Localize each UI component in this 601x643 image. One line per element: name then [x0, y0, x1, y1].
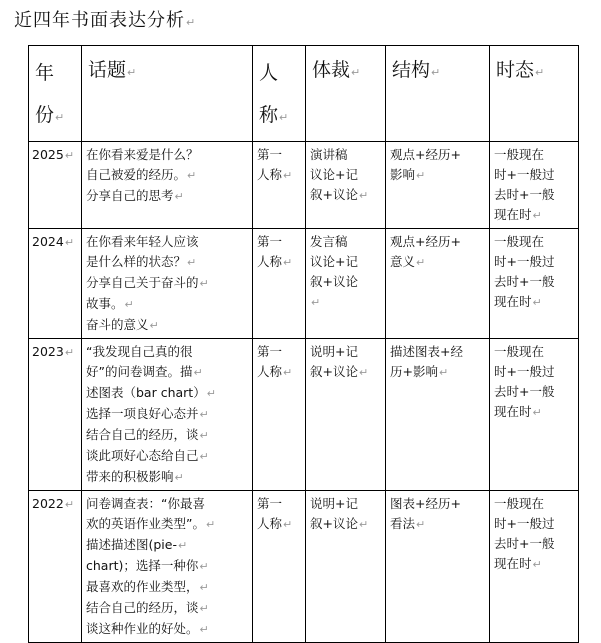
paragraph-mark: ↵: [532, 209, 542, 222]
paragraph-mark: ↵: [187, 256, 197, 269]
paragraph-mark: ↵: [416, 169, 426, 182]
cell-line: 第一: [257, 344, 283, 359]
cell-line: 观点+经历+: [390, 147, 461, 162]
table-row: [29, 339, 579, 491]
cell-line: 说明+记: [310, 496, 358, 511]
cell-line: 去时+一般: [494, 187, 555, 202]
table-row: [29, 142, 579, 229]
paragraph-mark: ↵: [532, 558, 542, 571]
cell-line: 一般现在: [494, 344, 545, 359]
cell-line: 叙+议论↵: [310, 516, 369, 531]
paragraph-mark: ↵: [199, 408, 209, 421]
cell-line: 意义↵: [390, 254, 426, 269]
cell-line: 去时+一般: [494, 274, 555, 289]
cell-line: 人称↵: [257, 167, 293, 182]
paragraph-mark: ↵: [279, 111, 289, 124]
person-cell: [253, 339, 306, 491]
cell-line: 现在时↵: [494, 294, 542, 309]
cell-line: 结合自己的经历，谈↵: [86, 427, 209, 442]
paragraph-mark: ↵: [64, 149, 75, 162]
cell-line: 时+一般过: [494, 516, 555, 531]
cell-line: 一般现在: [494, 147, 545, 162]
cell-line: 议论+记: [310, 167, 358, 182]
header-person: 人 称↵: [253, 46, 306, 142]
cell-line: 观点+经历+: [390, 234, 461, 249]
cell-line: 第一: [257, 147, 283, 162]
cell-line: 发言稿: [310, 234, 348, 249]
paragraph-mark: ↵: [283, 169, 293, 182]
cell-line: 时+一般过: [494, 167, 555, 182]
paragraph-mark: ↵: [206, 387, 216, 400]
cell-line: 2023↵: [32, 344, 75, 359]
cell-line: 谈这种作业的好处。↵: [86, 621, 209, 636]
analysis-table: [28, 45, 579, 643]
cell-line: 时+一般过: [494, 364, 555, 379]
cell-line: 好”的问卷调查。描↵: [86, 364, 203, 379]
tense-cell: [490, 142, 579, 229]
cell-line: 叙+议论: [310, 274, 358, 289]
cell-line: 2022↵: [32, 496, 75, 511]
topic-cell: [82, 142, 253, 229]
cell-line: 历+影响↵: [390, 364, 449, 379]
cell-line: 叙+议论↵: [310, 364, 369, 379]
cell-line: 2024↵: [32, 234, 75, 249]
paragraph-mark: ↵: [358, 518, 369, 531]
structure-cell: [386, 491, 490, 643]
paragraph-mark: ↵: [64, 346, 75, 359]
tense-cell: [490, 491, 579, 643]
cell-line: chart)；选择一种你↵: [86, 558, 209, 573]
cell-line: 第一: [257, 234, 283, 249]
paragraph-mark: ↵: [199, 560, 209, 573]
cell-line: 故事。↵: [86, 296, 134, 311]
paragraph-mark: ↵: [199, 429, 209, 442]
genre-cell: [306, 229, 386, 339]
header-row: [29, 46, 579, 142]
paragraph-mark: ↵: [283, 366, 293, 379]
cell-line: 看法↵: [390, 516, 426, 531]
cell-line: 描述图表+经: [390, 344, 463, 359]
year-cell: [29, 339, 82, 491]
cell-line: 分享自己的思考↵: [86, 188, 184, 203]
cell-line: 人称↵: [257, 516, 293, 531]
person-cell: [253, 142, 306, 229]
year-cell: [29, 491, 82, 643]
paragraph-mark: ↵: [187, 169, 197, 182]
paragraph-mark: ↵: [532, 296, 542, 309]
genre-cell: [306, 142, 386, 229]
paragraph-mark: ↵: [438, 366, 449, 379]
cell-line: 结合自己的经历，谈↵: [86, 600, 209, 615]
header-tense: 时态↵: [490, 46, 579, 142]
cell-line: 描述描述图(pie-↵: [86, 537, 188, 552]
paragraph-mark: ↵: [174, 471, 184, 484]
cell-line: 在你看来年轻人应该: [86, 234, 199, 249]
topic-cell: [82, 339, 253, 491]
genre-cell: [306, 339, 386, 491]
year-cell: [29, 142, 82, 229]
cell-line: 是什么样的状态？↵: [86, 254, 197, 269]
cell-line: 带来的积极影响↵: [86, 469, 184, 484]
paragraph-mark: ↵: [358, 366, 369, 379]
cell-line: 分享自己关于奋斗的↵: [86, 275, 209, 290]
tense-cell: [490, 339, 579, 491]
paragraph-mark: ↵: [311, 296, 321, 309]
paragraph-mark: ↵: [124, 298, 134, 311]
document-title: 近四年书面表达分析↵: [14, 10, 197, 31]
paragraph-mark: ↵: [199, 623, 209, 636]
header-structure: 结构↵: [386, 46, 490, 142]
header-year: 年 份↵: [29, 46, 82, 142]
cell-line: 图表+经历+: [390, 496, 461, 511]
cell-line: 现在时↵: [494, 404, 542, 419]
cell-line: 奋斗的意义↵: [86, 317, 159, 332]
paragraph-mark: ↵: [416, 256, 426, 269]
paragraph-mark: ↵: [532, 406, 542, 419]
paragraph-mark: ↵: [178, 539, 188, 552]
cell-line: 现在时↵: [494, 556, 542, 571]
paragraph-mark: ↵: [199, 450, 209, 463]
cell-line: 问卷调查表：“你最喜: [86, 496, 205, 511]
cell-line: 说明+记: [310, 344, 358, 359]
cell-line: “我发现自己真的很: [86, 344, 193, 359]
paragraph-mark: ↵: [358, 189, 369, 202]
paragraph-mark: ↵: [199, 277, 209, 290]
paragraph-mark: ↵: [199, 602, 209, 615]
cell-line: 去时+一般: [494, 384, 555, 399]
cell-line: 时+一般过: [494, 254, 555, 269]
tense-cell: [490, 229, 579, 339]
genre-cell: [306, 491, 386, 643]
cell-line: 谈此项好心态给自己↵: [86, 448, 209, 463]
structure-cell: [386, 229, 490, 339]
cell-line: 述图表（bar chart）↵: [86, 385, 216, 400]
cell-line: 人称↵: [257, 364, 293, 379]
cell-line: 最喜欢的作业类型，↵: [86, 579, 209, 594]
cell-line: 第一: [257, 496, 283, 511]
cell-line: 一般现在: [494, 234, 545, 249]
paragraph-mark: ↵: [64, 236, 75, 249]
cell-line: 选择一项良好心态并↵: [86, 406, 209, 421]
structure-cell: [386, 142, 490, 229]
cell-line: 人称↵: [257, 254, 293, 269]
cell-line: 欢的英语作业类型”。↵: [86, 516, 216, 531]
person-cell: [253, 491, 306, 643]
paragraph-mark: ↵: [199, 581, 209, 594]
person-cell: [253, 229, 306, 339]
cell-line: 在你看来爱是什么？: [86, 147, 199, 162]
cell-line: 2025↵: [32, 147, 75, 162]
paragraph-mark: ↵: [205, 518, 216, 531]
paragraph-mark: ↵: [174, 190, 184, 203]
header-topic: 话题↵: [82, 46, 253, 142]
table-row: [29, 229, 579, 339]
paragraph-mark: ↵: [416, 518, 426, 531]
topic-cell: [82, 229, 253, 339]
paragraph-mark: ↵: [193, 366, 203, 379]
cell-line: 议论+记: [310, 254, 358, 269]
paragraph-mark: ↵: [283, 256, 293, 269]
cell-line: 现在时↵: [494, 207, 542, 222]
paragraph-mark: ↵: [64, 498, 75, 511]
topic-cell: [82, 491, 253, 643]
year-cell: [29, 229, 82, 339]
structure-cell: [386, 339, 490, 491]
cell-line: 一般现在: [494, 496, 545, 511]
paragraph-mark: ↵: [186, 16, 197, 29]
paragraph-mark: ↵: [283, 518, 293, 531]
cell-line: 叙+议论↵: [310, 187, 369, 202]
header-genre: 体裁↵: [306, 46, 386, 142]
cell-line: 影响↵: [390, 167, 426, 182]
cell-line: [310, 292, 381, 313]
paragraph-mark: ↵: [149, 319, 159, 332]
paragraph-mark: ↵: [55, 111, 65, 124]
cell-line: 自己被爱的经历。↵: [86, 167, 197, 182]
cell-line: 演讲稿: [310, 147, 348, 162]
cell-line: 去时+一般: [494, 536, 555, 551]
table-row: [29, 491, 579, 643]
